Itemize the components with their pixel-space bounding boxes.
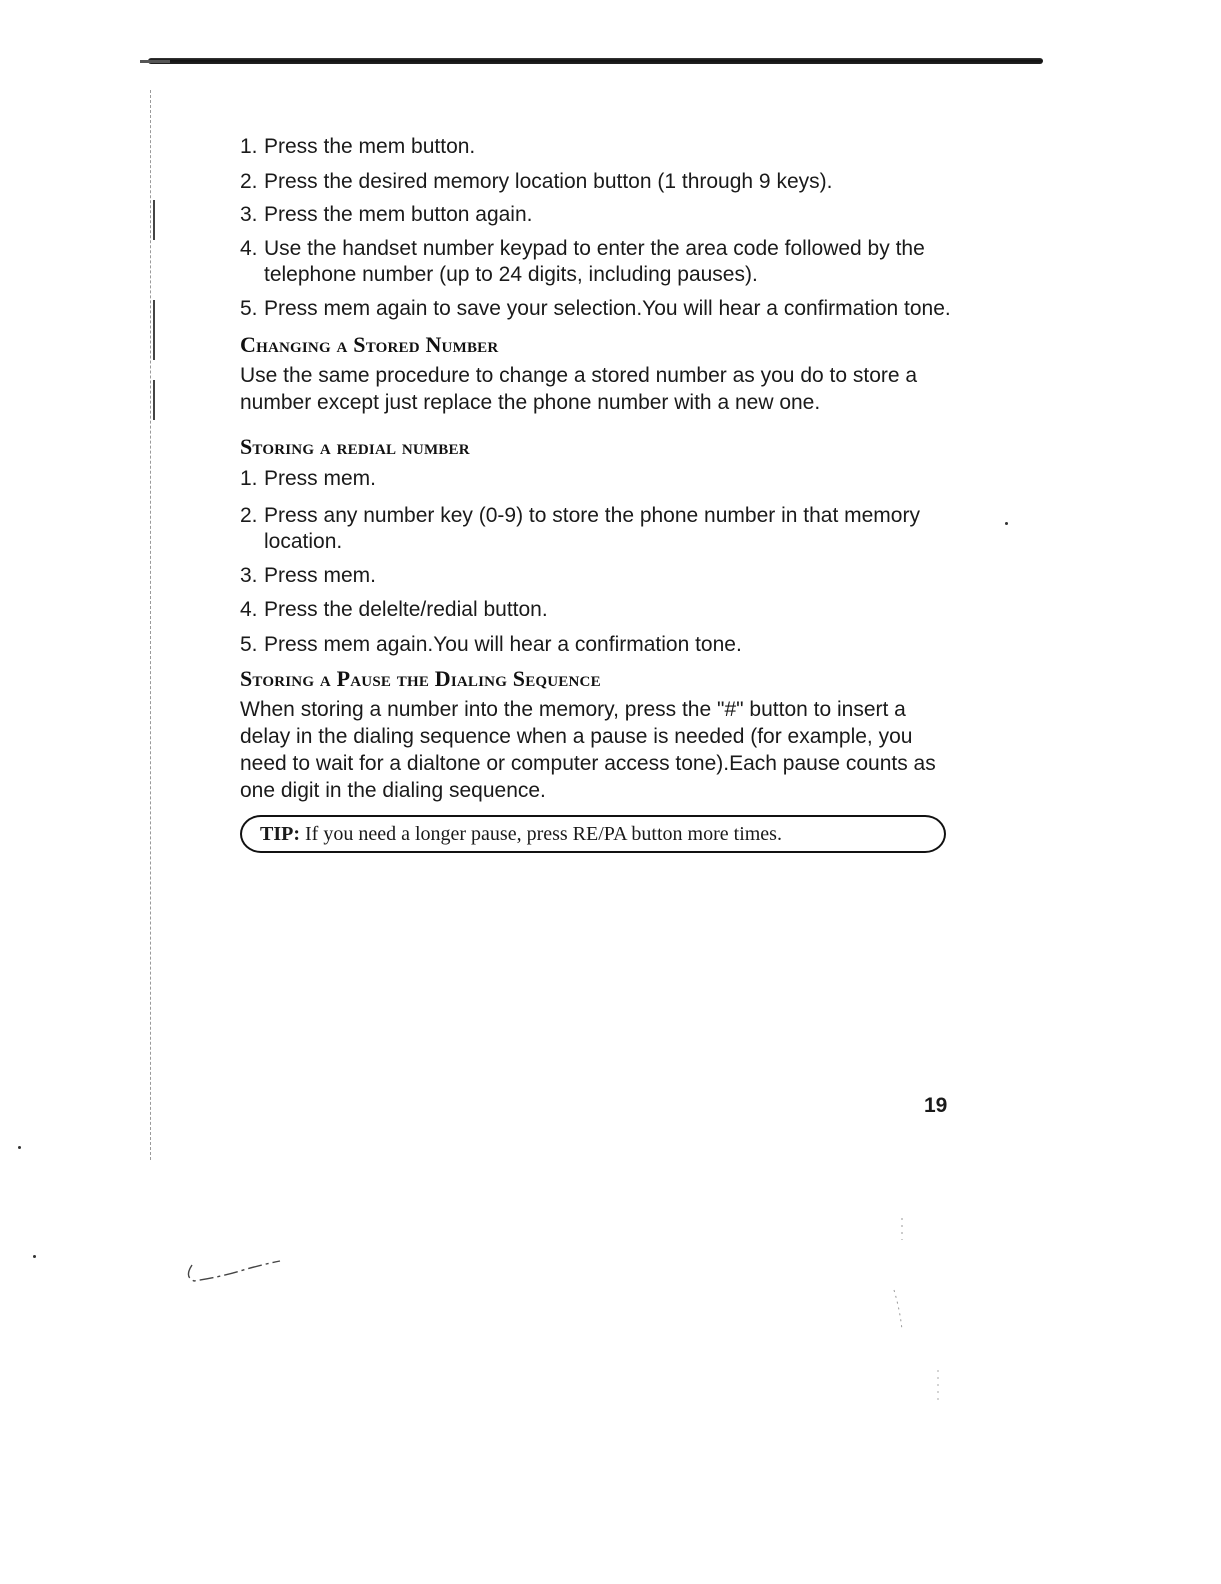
step-text: Use the handset number keypad to enter the area code followed by the [264,237,925,260]
step-text-continued: telephone number (up to 24 digits, including pauses). [264,263,758,286]
page-content [240,134,960,804]
step-text: Press mem. [264,564,377,587]
step-number: 4. [240,598,258,621]
scan-margin-mark [153,380,155,420]
section-body-line: number except just replace the phone number with a new one. [240,391,821,414]
step-number: 2. [240,504,258,527]
list-item [240,597,960,623]
step-number: 5. [240,297,258,320]
redial-steps-list [240,466,960,658]
tip-box [240,815,946,853]
section-body-line: When storing a number into the memory, press the "#" button to insert a [240,698,906,721]
step-text: Press mem again.You will hear a confirmation tone. [264,633,742,656]
section-body-line: one digit in the dialing sequence. [240,779,546,802]
step-text-continued: location. [264,530,343,553]
list-item [240,632,960,658]
step-text: Press the mem button again. [264,203,533,226]
scan-speck [1005,522,1008,525]
section-heading-redial: Storing a redial number [240,434,470,459]
scan-margin-mark [153,200,155,240]
section-heading-pause: Storing a Pause the Dialing Sequence [240,666,601,691]
header-rule [148,58,1043,64]
step-text: Press the desired memory location button (1 through 9 keys). [264,170,833,193]
tip-label: TIP: [260,823,300,845]
step-number: 5. [240,633,258,656]
scan-speck [33,1255,36,1258]
section-heading-change: Changing a Stored Number [240,332,499,357]
list-item [240,563,960,589]
step-number: 2. [240,170,258,193]
scan-speck [18,1146,21,1149]
tip-text: If you need a longer pause, press RE/PA button more times. [300,823,782,845]
step-text: Press mem. [264,467,377,490]
header-rule-fade [140,60,170,63]
scan-margin-mark [153,300,155,360]
list-item [240,503,960,555]
list-item [240,466,960,492]
step-number: 3. [240,203,258,226]
step-text: Press mem again to save your selection.You will hear a confirmation tone. [264,297,951,320]
list-item [240,236,960,288]
step-number: 3. [240,564,258,587]
list-item [240,296,960,322]
step-number: 1. [240,467,258,490]
page-number: 19 [924,1094,948,1117]
scan-edge-marks [880,1210,950,1470]
step-text: Press the delelte/redial button. [264,598,548,621]
scan-pen-stroke [180,1255,290,1295]
section-body-line: Use the same procedure to change a stored number as you do to store a [240,364,918,387]
section-body-line: need to wait for a dialtone or computer access tone).Each pause counts as [240,752,936,775]
list-item [240,202,960,228]
step-number: 4. [240,237,258,260]
step-number: 1. [240,135,258,158]
list-item [240,169,960,195]
section-body-line: delay in the dialing sequence when a pause is needed (for example, you [240,725,913,748]
step-text: Press any number key (0-9) to store the phone number in that memory [264,504,920,527]
store-steps-list [240,134,960,322]
step-text: Press the mem button. [264,135,476,158]
list-item [240,134,960,160]
scan-margin-line [150,90,151,1160]
